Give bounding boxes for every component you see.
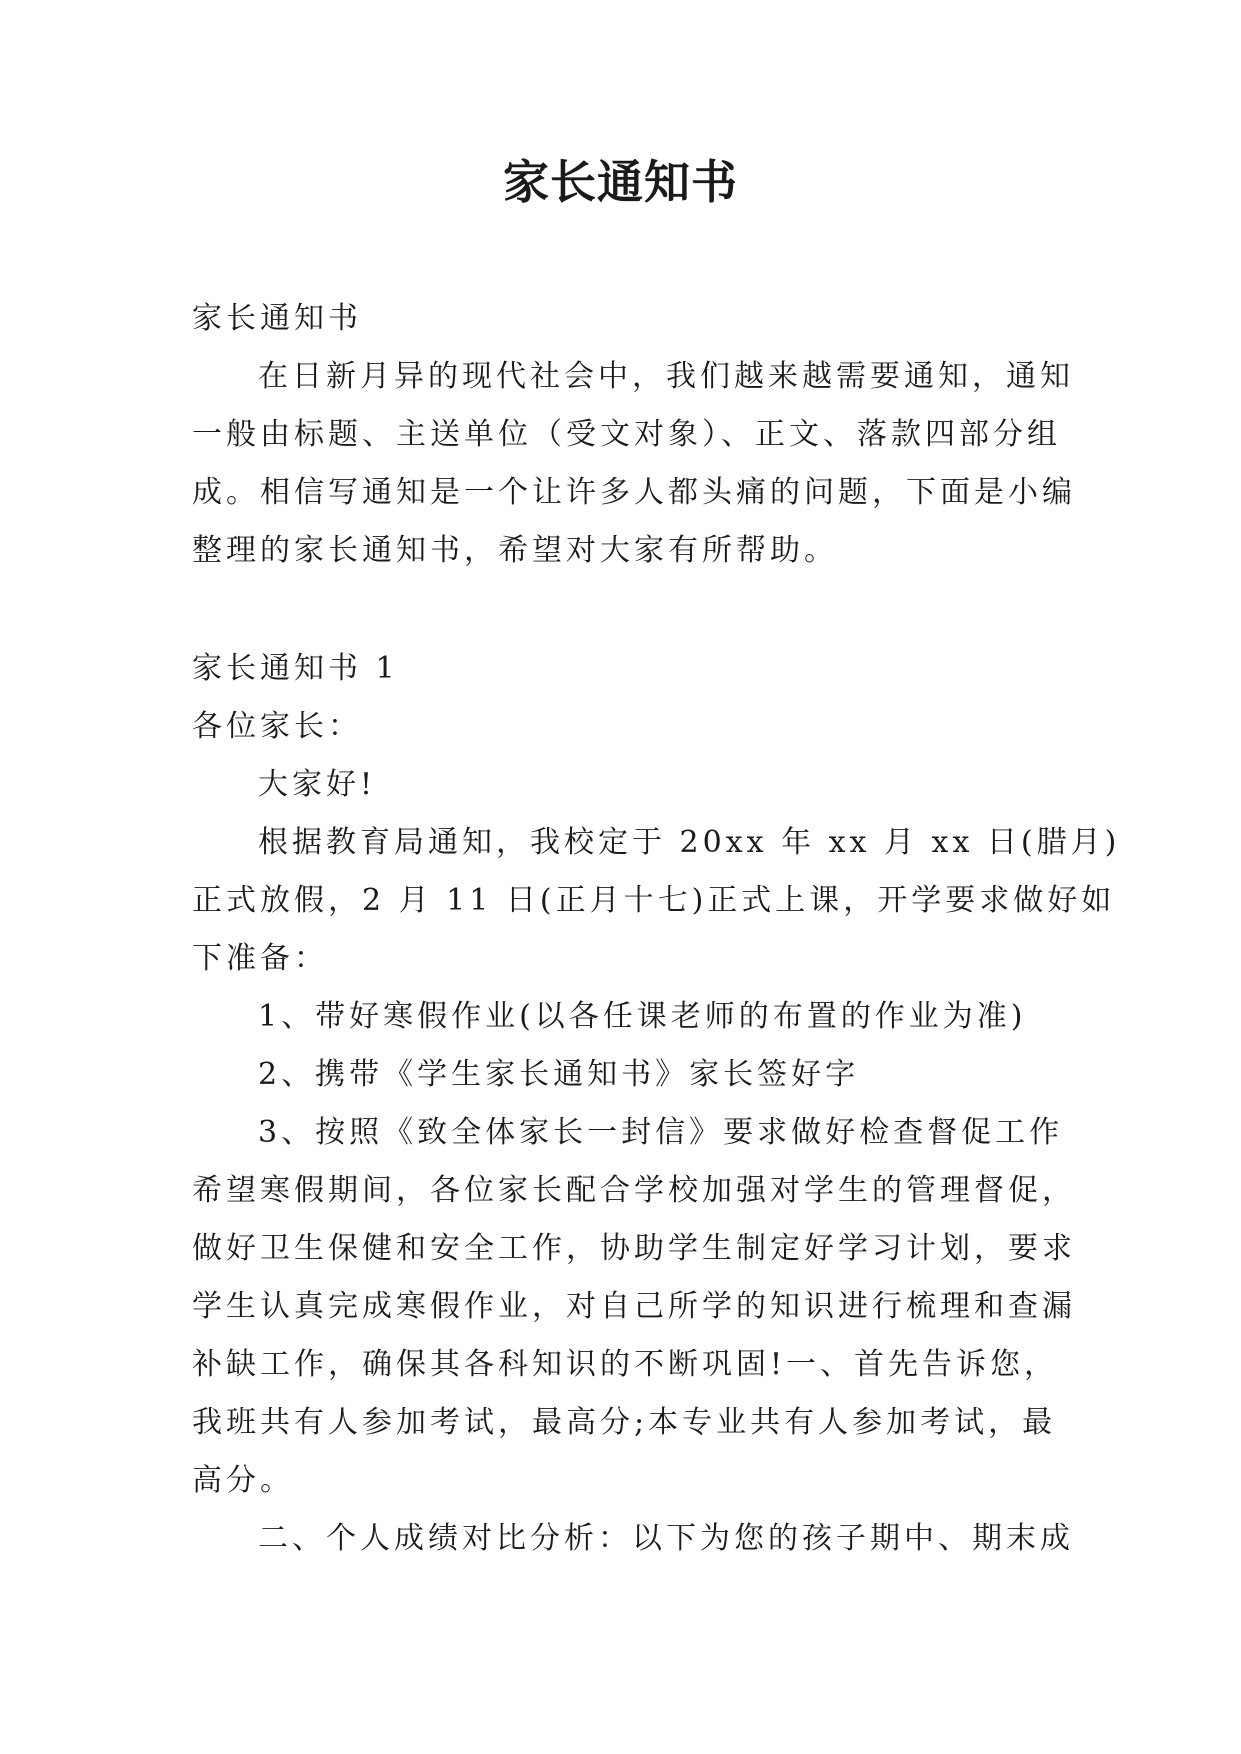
salutation: 各位家长： bbox=[192, 709, 362, 744]
section-2-line: 二、个人成绩对比分析：以下为您的孩子期中、期末成 bbox=[258, 1521, 1074, 1556]
intro-heading: 家长通知书 bbox=[192, 301, 362, 336]
closing-line: 补缺工作，确保其各科知识的不断巩固!一、首先告诉您， bbox=[192, 1347, 1059, 1382]
preparation-item: 2、携带《学生家长通知书》家长签好字 bbox=[258, 1057, 860, 1092]
intro-paragraph-line: 在日新月异的现代社会中，我们越来越需要通知，通知 bbox=[258, 359, 1074, 394]
preparation-item: 1、带好寒假作业(以各任课老师的布置的作业为准) bbox=[258, 999, 1027, 1034]
notice-body-line: 下准备： bbox=[192, 941, 328, 976]
closing-line: 我班共有人参加考试，最高分;本专业共有人参加考试，最 bbox=[192, 1405, 1057, 1440]
intro-paragraph-line: 整理的家长通知书，希望对大家有所帮助。 bbox=[192, 533, 838, 568]
notice-1-heading: 家长通知书 1 bbox=[192, 651, 399, 686]
intro-section bbox=[192, 290, 1076, 580]
closing-line: 希望寒假期间，各位家长配合学校加强对学生的管理督促， bbox=[192, 1173, 1076, 1208]
closing-line: 学生认真完成寒假作业，对自己所学的知识进行梳理和查漏 bbox=[192, 1289, 1076, 1324]
greeting: 大家好! bbox=[258, 767, 377, 802]
intro-paragraph-line: 一般由标题、主送单位（受文对象）、正文、落款四部分组 bbox=[192, 417, 1061, 452]
closing-line: 做好卫生保健和安全工作，协助学生制定好学习计划，要求 bbox=[192, 1231, 1076, 1266]
notice-body-line: 根据教育局通知，我校定于 20xx 年 xx 月 xx 日(腊月) bbox=[258, 825, 1121, 860]
notice-body-line: 正式放假，2 月 11 日(正月十七)正式上课，开学要求做好如 bbox=[192, 883, 1116, 918]
intro-paragraph-line: 成。相信写通知是一个让许多人都头痛的问题，下面是小编 bbox=[192, 475, 1076, 510]
document-title: 家长通知书 bbox=[503, 155, 738, 209]
notice-1-section bbox=[192, 640, 1121, 1568]
preparation-item: 3、按照《致全体家长一封信》要求做好检查督促工作 bbox=[258, 1115, 1064, 1150]
closing-line: 高分。 bbox=[192, 1463, 294, 1498]
